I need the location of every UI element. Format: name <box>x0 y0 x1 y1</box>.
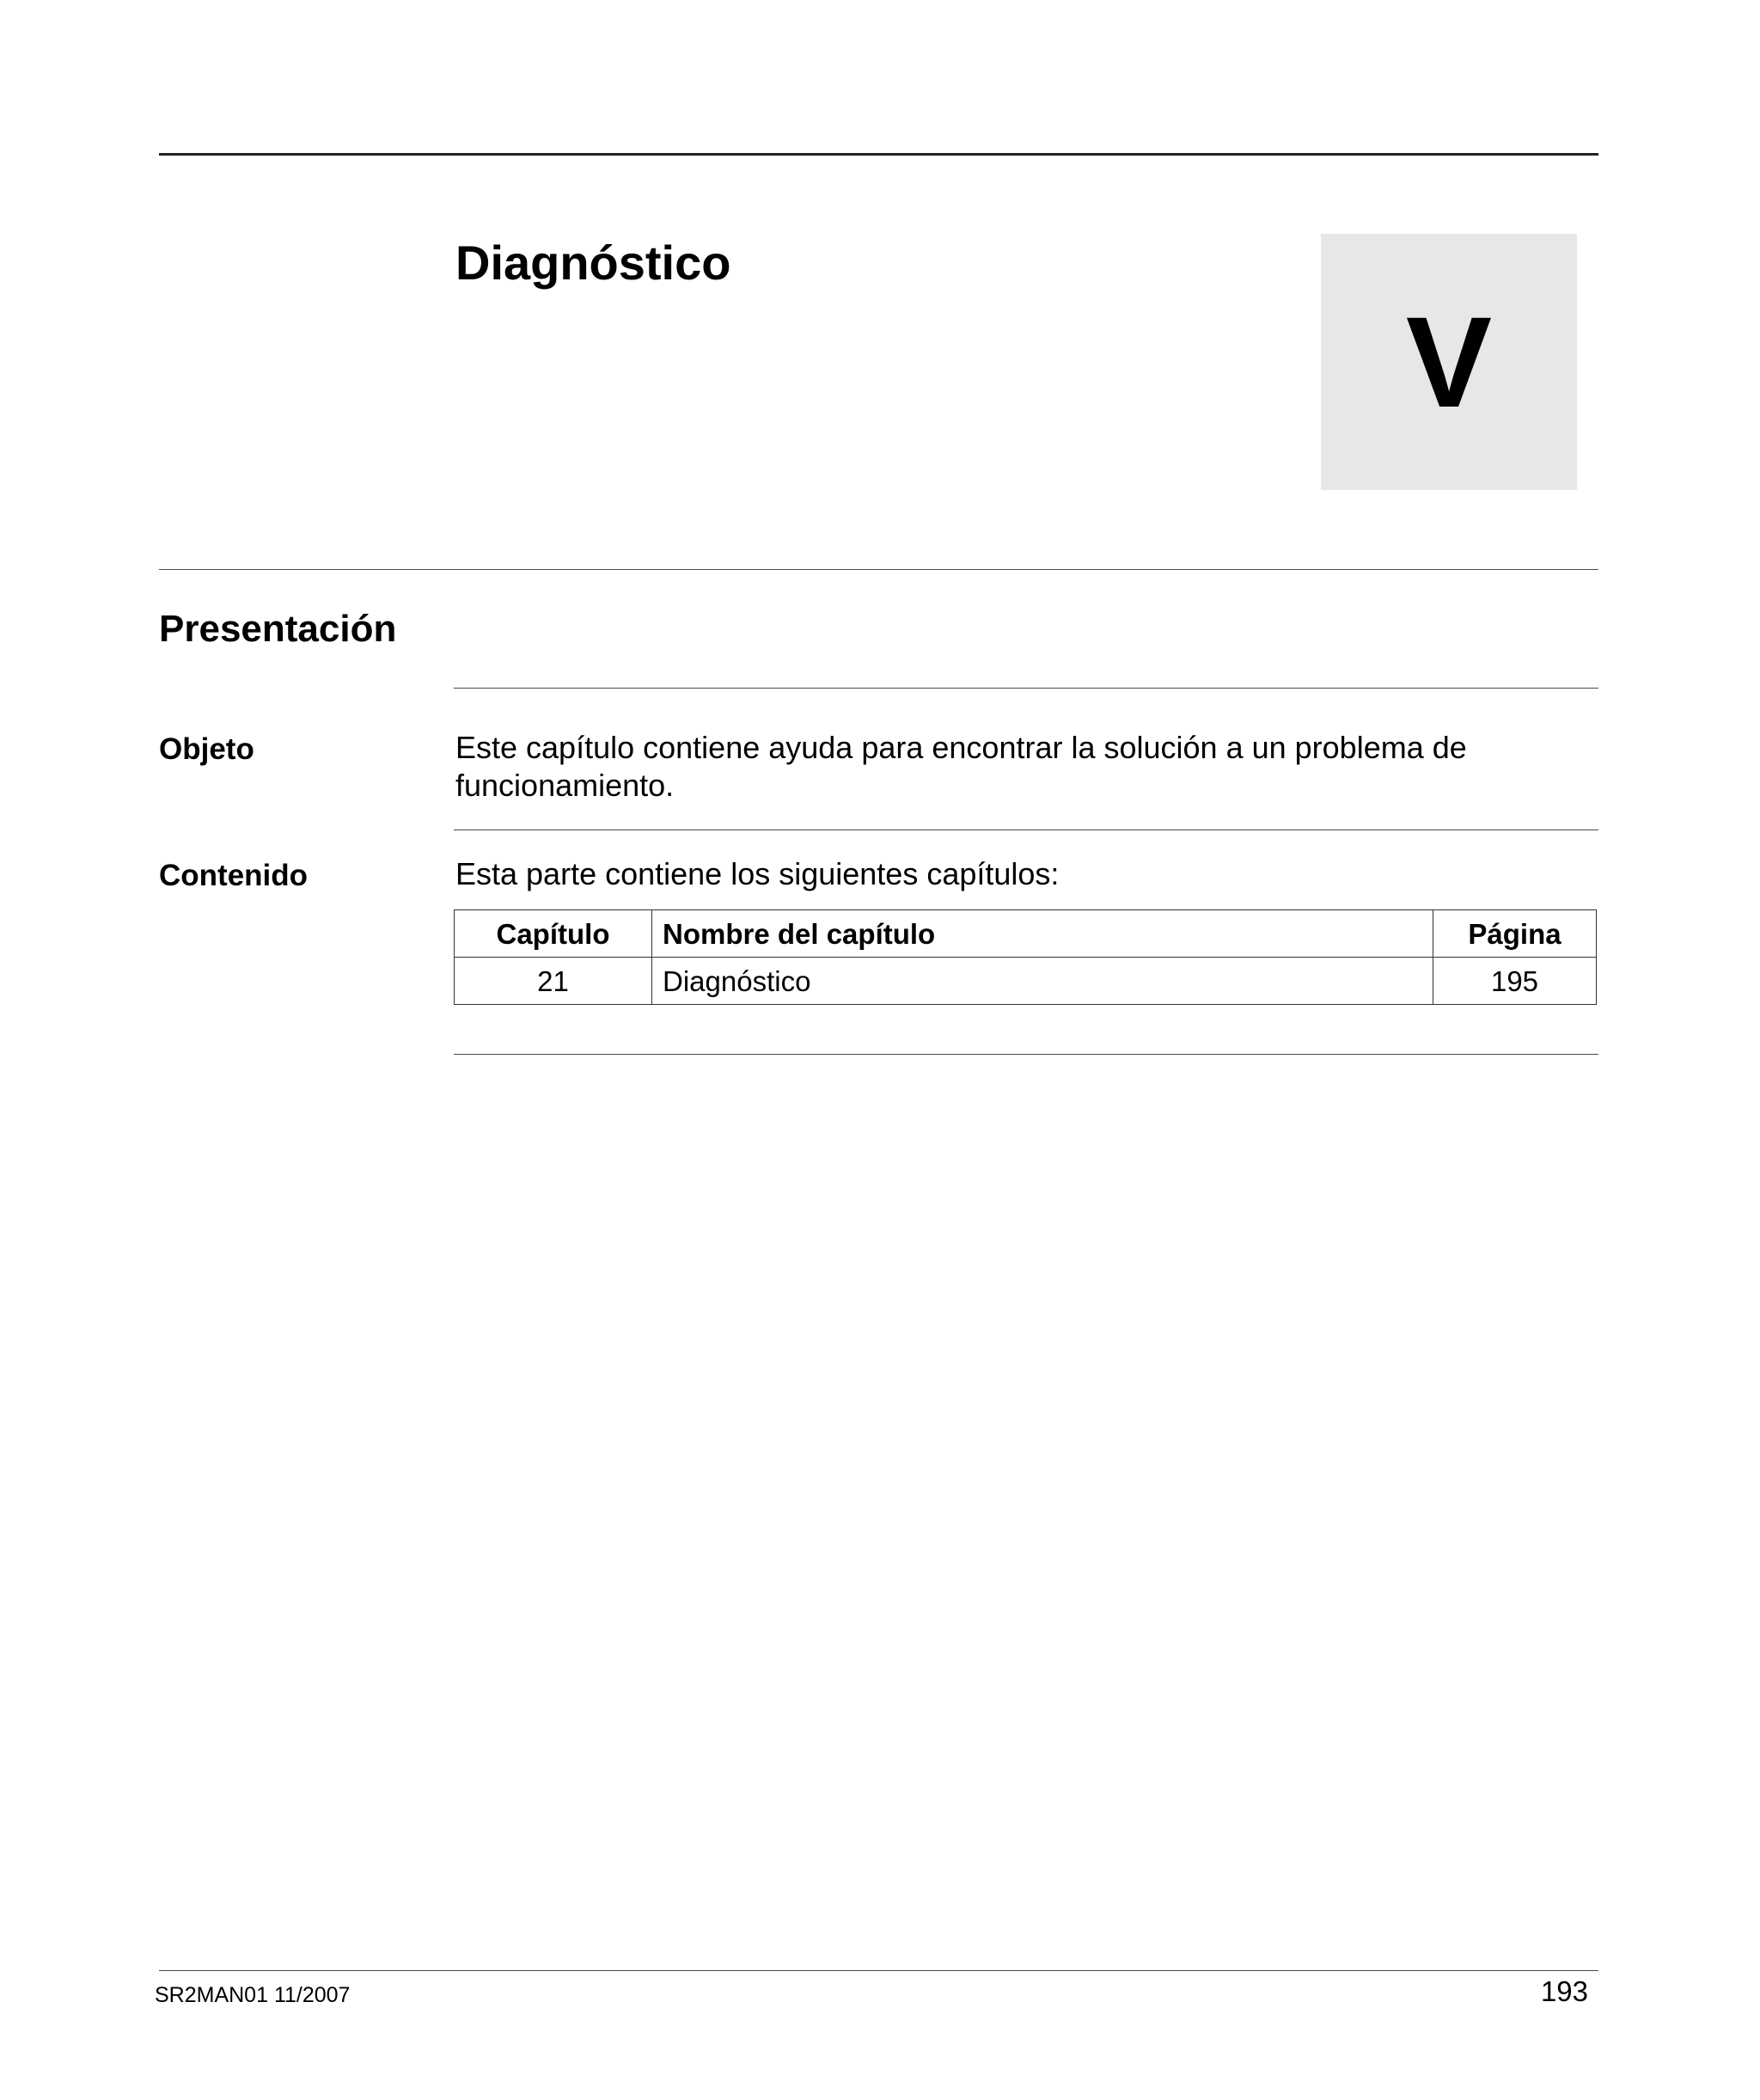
footer-doc-ref: SR2MAN01 11/2007 <box>155 1983 351 2007</box>
chapter-title: Diagnóstico <box>455 236 731 290</box>
footer-rule <box>159 1970 1598 1971</box>
row-chapter-name: Diagnóstico <box>652 958 1433 1005</box>
section-title: Presentación <box>159 608 397 650</box>
part-letter: V <box>1405 290 1493 434</box>
objeto-label: Objeto <box>159 732 254 766</box>
header-divider <box>159 569 1598 570</box>
table-row <box>455 958 1597 1005</box>
footer-page-number: 193 <box>1540 1975 1588 2007</box>
header-page: Página <box>1433 910 1597 958</box>
content-end-divider <box>454 1054 1598 1055</box>
contenido-label: Contenido <box>159 859 309 892</box>
header-chapter: Capítulo <box>455 910 652 958</box>
top-rule <box>159 153 1598 156</box>
chapters-table <box>454 909 1597 1005</box>
part-letter-box <box>1321 234 1577 490</box>
objeto-divider <box>454 688 1598 689</box>
row-page-number: 195 <box>1433 958 1597 1005</box>
table-header-row <box>455 910 1597 958</box>
objeto-text: Este capítulo contiene ayuda para encontrar la solución a un problema de funcionamiento. <box>455 730 1467 803</box>
contenido-intro: Esta parte contiene los siguientes capítulos: <box>455 856 1060 891</box>
row-chapter-number: 21 <box>455 958 652 1005</box>
header-chapter-name: Nombre del capítulo <box>652 910 1433 958</box>
